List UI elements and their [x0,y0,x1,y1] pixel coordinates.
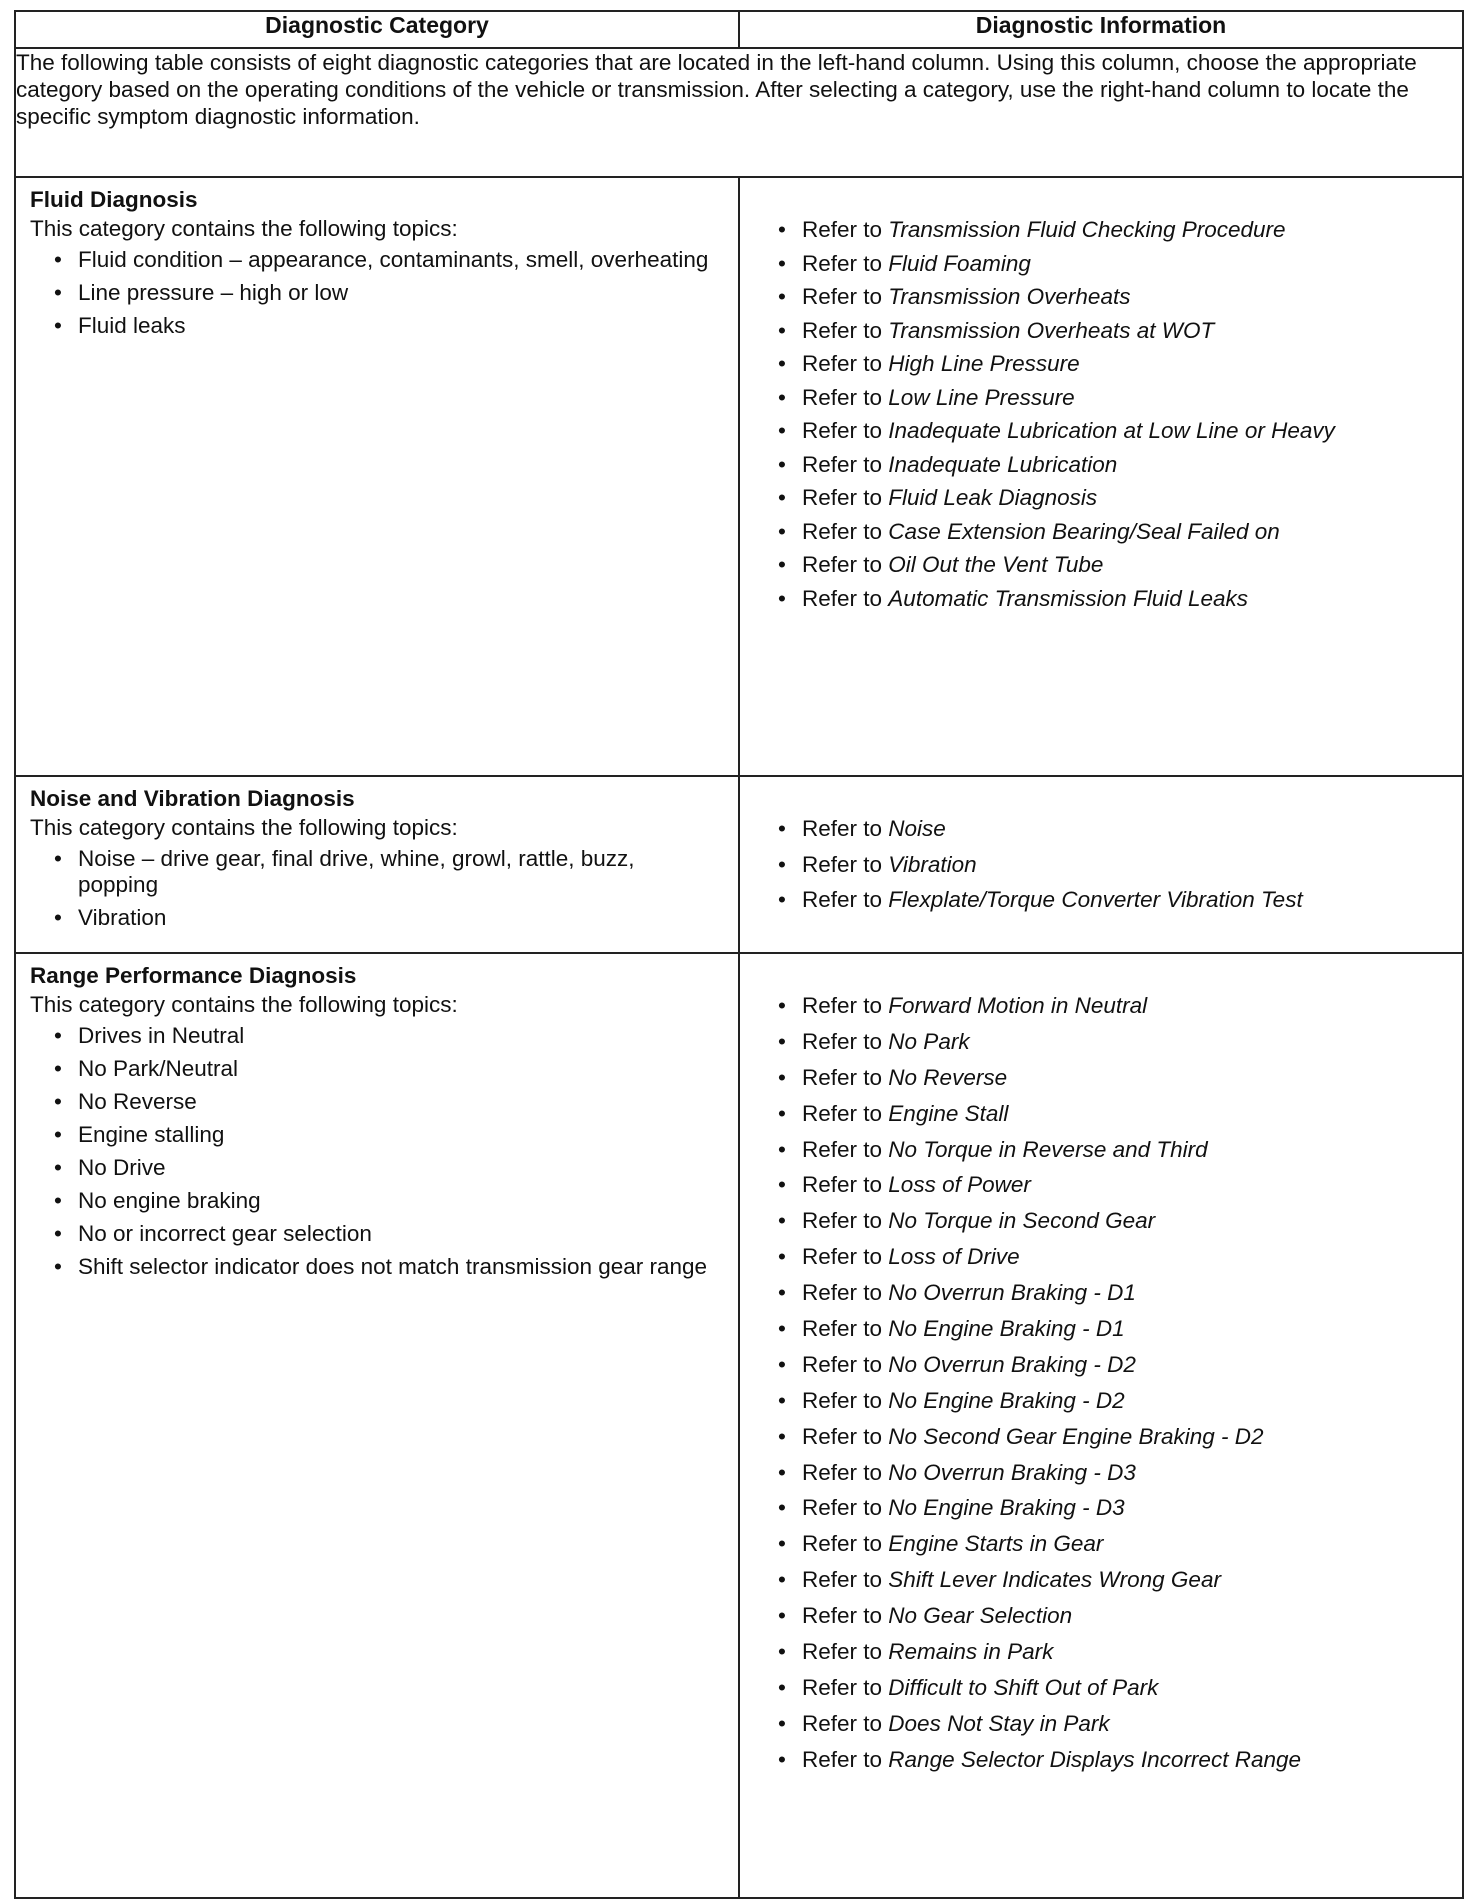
bullet-icon: • [778,1603,786,1629]
reference-item [778,484,1462,518]
refer-prefix: Refer to [802,1172,889,1198]
reference-item [778,1423,1462,1459]
bullet-icon: • [778,250,786,276]
reference-link[interactable]: Difficult to Shift Out of Park [888,1674,1159,1700]
header-diagnostic-information: Diagnostic Information [739,11,1463,48]
category-intro: This category contains the following topics: [30,992,458,1017]
reference-item [778,551,1462,585]
bullet-icon: • [778,993,786,1018]
bullet-icon: • [778,1495,786,1521]
reference-item [778,1674,1462,1710]
reference-link[interactable]: No Overrun Braking - D2 [888,1351,1136,1377]
bullet-icon: • [778,351,786,376]
refer-prefix: Refer to [802,1100,889,1126]
bullet-icon: • [778,816,786,841]
reference-link[interactable]: Engine Stall [888,1100,1009,1126]
information-cell [739,177,1463,776]
bullet-icon: • [778,384,786,410]
topic-text: Fluid leaks [78,313,186,338]
reference-link[interactable]: Inadequate Lubrication [888,451,1118,477]
bullet-icon: • [778,1351,786,1377]
category-cell [15,953,739,1898]
bullet-icon: • [778,1100,786,1126]
bullet-icon: • [54,1188,62,1213]
topic-text: Fluid condition – appearance, contaminants, smell, overheating [78,247,709,272]
refer-prefix: Refer to [802,351,889,376]
reference-link[interactable]: No Engine Braking - D2 [888,1387,1125,1413]
reference-link[interactable]: Loss of Power [888,1172,1031,1198]
reference-item [778,216,1462,250]
category-cell [15,776,739,953]
bullet-icon: • [54,1155,62,1180]
topic-item [54,1155,738,1181]
refer-prefix: Refer to [802,1351,889,1377]
header-diagnostic-category: Diagnostic Category [15,11,739,48]
bullet-icon: • [778,1387,786,1413]
topic-text: No engine braking [78,1188,261,1213]
topic-item [54,1254,738,1280]
bullet-icon: • [778,585,786,611]
refer-prefix: Refer to [802,1459,889,1485]
refer-prefix: Refer to [802,518,889,544]
reference-link[interactable]: Vibration [888,851,977,877]
reference-link[interactable]: Flexplate/Torque Converter Vibration Test [888,887,1303,912]
reference-item [778,851,1462,887]
topic-item [54,313,738,339]
refer-prefix: Refer to [802,1567,889,1593]
topic-text: No Park/Neutral [78,1056,239,1081]
reference-item [778,1459,1462,1495]
refer-prefix: Refer to [802,1208,889,1234]
refer-prefix: Refer to [802,418,889,443]
intro-text: The following table consists of eight diagnostic categories that are located in the left-hand column. Using this column, choose the appropriate category based on the operating conditions of the vehicle or transmission. After selecting a category, use the right-hand column to locate the specific symptom diagnostic information. [15,48,1463,177]
bullet-icon: • [778,1710,786,1736]
section-row [15,776,1463,953]
refer-prefix: Refer to [802,451,889,477]
topic-item [54,1089,738,1115]
reference-item [778,585,1462,619]
reference-link[interactable]: No Torque in Reverse and Third [888,1136,1208,1162]
bullet-icon: • [54,1089,62,1114]
refer-prefix: Refer to [802,1746,889,1772]
reference-link[interactable]: No Overrun Braking - D3 [888,1459,1136,1485]
reference-item [778,1746,1462,1782]
refer-prefix: Refer to [802,851,889,877]
bullet-icon: • [778,1244,786,1270]
reference-link[interactable]: Transmission Overheats [888,284,1131,309]
bullet-icon: • [778,1674,786,1700]
category-title: Noise and Vibration Diagnosis [30,786,355,811]
reference-link[interactable]: No Engine Braking - D3 [888,1495,1125,1521]
bullet-icon: • [778,887,786,912]
reference-link[interactable]: No Gear Selection [888,1603,1073,1629]
reference-item [778,1638,1462,1674]
reference-item [778,1243,1462,1279]
bullet-icon: • [778,451,786,477]
bullet-icon: • [778,317,786,343]
bullet-icon: • [778,1459,786,1485]
bullet-icon: • [778,851,786,877]
reference-item [778,992,1462,1028]
reference-link[interactable]: Fluid Foaming [888,250,1031,276]
bullet-icon: • [778,1172,786,1198]
reference-item [778,1351,1462,1387]
refer-prefix: Refer to [802,317,889,343]
diagnostic-table [14,10,1464,1899]
bullet-icon: • [778,284,786,309]
reference-item [778,1315,1462,1351]
reference-item [778,1566,1462,1602]
refer-prefix: Refer to [802,816,889,841]
reference-item [778,815,1462,851]
section-row [15,953,1463,1898]
refer-prefix: Refer to [802,1674,889,1700]
bullet-icon: • [54,1221,62,1246]
reference-link[interactable]: Inadequate Lubrication at Low Line or Heavy [888,418,1335,443]
refer-prefix: Refer to [802,217,889,242]
information-cell [739,776,1463,953]
refer-prefix: Refer to [802,1064,889,1090]
reference-link[interactable]: Range Selector Displays Incorrect Range [888,1746,1301,1772]
reference-link[interactable]: Forward Motion in Neutral [888,993,1148,1018]
topic-item [54,846,738,898]
bullet-icon: • [778,1280,786,1306]
reference-link[interactable]: Case Extension Bearing/Seal Failed on [888,518,1280,544]
reference-item [778,1100,1462,1136]
refer-prefix: Refer to [802,887,889,912]
bullet-icon: • [778,1208,786,1234]
bullet-icon: • [778,1639,786,1665]
refer-prefix: Refer to [802,552,889,577]
topic-list [16,1023,738,1280]
reference-link[interactable]: No Park [888,1028,970,1054]
category-cell [15,177,739,776]
bullet-icon: • [778,1567,786,1593]
bullet-icon: • [778,1316,786,1342]
topic-item [54,1221,738,1247]
refer-prefix: Refer to [802,1280,889,1306]
topic-text: Shift selector indicator does not match transmission gear range [78,1254,708,1279]
refer-prefix: Refer to [802,1710,889,1736]
refer-prefix: Refer to [802,1244,889,1270]
reference-item [778,518,1462,552]
reference-link[interactable]: No Torque in Second Gear [888,1208,1156,1234]
refer-prefix: Refer to [802,284,889,309]
intro-row [15,48,1463,177]
topic-text: Engine stalling [78,1122,225,1147]
topic-text: Noise – drive gear, final drive, whine, growl, rattle, buzz, popping [78,846,635,897]
topic-text: Drives in Neutral [78,1023,245,1048]
category-intro: This category contains the following topics: [30,815,458,840]
bullet-icon: • [778,485,786,510]
bullet-icon: • [54,1023,62,1048]
topic-item [54,1023,738,1049]
reference-item [778,1710,1462,1746]
refer-prefix: Refer to [802,1387,889,1413]
topic-text: No Reverse [78,1089,197,1114]
topic-item [54,1056,738,1082]
bullet-icon: • [778,1746,786,1772]
reference-item [778,1530,1462,1566]
bullet-icon: • [54,1254,62,1279]
refer-prefix: Refer to [802,485,889,510]
reference-link[interactable]: No Reverse [888,1064,1008,1090]
refer-prefix: Refer to [802,384,889,410]
reference-item [778,250,1462,284]
refer-prefix: Refer to [802,1316,889,1342]
topic-text: No Drive [78,1155,166,1180]
bullet-icon: • [54,846,62,871]
reference-link[interactable]: Transmission Overheats at WOT [888,317,1215,343]
topic-item [54,905,738,931]
reference-link[interactable]: Low Line Pressure [888,384,1075,410]
reference-link[interactable]: No Engine Braking - D1 [888,1316,1125,1342]
bullet-icon: • [54,313,62,338]
bullet-icon: • [778,1423,786,1449]
bullet-icon: • [778,418,786,443]
reference-item [778,384,1462,418]
reference-item [778,1602,1462,1638]
bullet-icon: • [54,1056,62,1081]
bullet-icon: • [778,1531,786,1557]
reference-item [778,283,1462,317]
reference-link[interactable]: Automatic Transmission Fluid Leaks [888,585,1249,611]
topic-item [54,247,738,273]
reference-item [778,350,1462,384]
bullet-icon: • [778,1064,786,1090]
bullet-icon: • [54,1122,62,1147]
bullet-icon: • [778,552,786,577]
reference-item [778,1207,1462,1243]
topic-list [16,846,738,931]
refer-prefix: Refer to [802,993,889,1018]
refer-prefix: Refer to [802,1028,889,1054]
refer-prefix: Refer to [802,1639,889,1665]
refer-prefix: Refer to [802,585,889,611]
category-title: Fluid Diagnosis [30,187,198,212]
bullet-icon: • [54,247,62,272]
reference-item [778,1171,1462,1207]
reference-link[interactable]: High Line Pressure [888,351,1080,376]
category-intro: This category contains the following topics: [30,216,458,241]
reference-item [778,451,1462,485]
reference-link[interactable]: Shift Lever Indicates Wrong Gear [888,1567,1221,1593]
refer-prefix: Refer to [802,1603,889,1629]
reference-link[interactable]: Engine Starts in Gear [888,1531,1104,1557]
reference-link[interactable]: Oil Out the Vent Tube [888,552,1104,577]
reference-link[interactable]: No Second Gear Engine Braking - D2 [888,1423,1264,1449]
reference-link[interactable]: Does Not Stay in Park [888,1710,1110,1736]
topic-item [54,280,738,306]
category-title: Range Performance Diagnosis [30,963,357,988]
reference-item [778,1028,1462,1064]
bullet-icon: • [54,905,62,930]
reference-link[interactable]: Transmission Fluid Checking Procedure [888,217,1286,242]
bullet-icon: • [778,1136,786,1162]
reference-item [778,317,1462,351]
reference-item [778,1387,1462,1423]
refer-prefix: Refer to [802,1423,889,1449]
topic-item [54,1188,738,1214]
topic-text: Line pressure – high or low [78,280,349,305]
bullet-icon: • [778,217,786,242]
bullet-icon: • [778,1028,786,1054]
reference-link[interactable]: Fluid Leak Diagnosis [888,485,1098,510]
topic-item [54,1122,738,1148]
information-cell [739,953,1463,1898]
reference-link[interactable]: Noise [888,816,946,841]
table-header-row [15,11,1463,48]
refer-prefix: Refer to [802,250,889,276]
topic-list [16,247,738,339]
refer-prefix: Refer to [802,1495,889,1521]
reference-list [740,216,1462,618]
reference-list [740,815,1462,922]
reference-item [778,1494,1462,1530]
reference-list [740,992,1462,1782]
refer-prefix: Refer to [802,1136,889,1162]
section-row [15,177,1463,776]
topic-text: Vibration [78,905,167,930]
reference-item [778,1064,1462,1100]
bullet-icon: • [54,280,62,305]
reference-item [778,1136,1462,1172]
reference-link[interactable]: Remains in Park [888,1639,1054,1665]
reference-link[interactable]: Loss of Drive [888,1244,1020,1270]
bullet-icon: • [778,518,786,544]
refer-prefix: Refer to [802,1531,889,1557]
reference-link[interactable]: No Overrun Braking - D1 [888,1280,1136,1306]
reference-item [778,1279,1462,1315]
topic-text: No or incorrect gear selection [78,1221,372,1246]
reference-item [778,886,1462,922]
reference-item [778,417,1462,451]
